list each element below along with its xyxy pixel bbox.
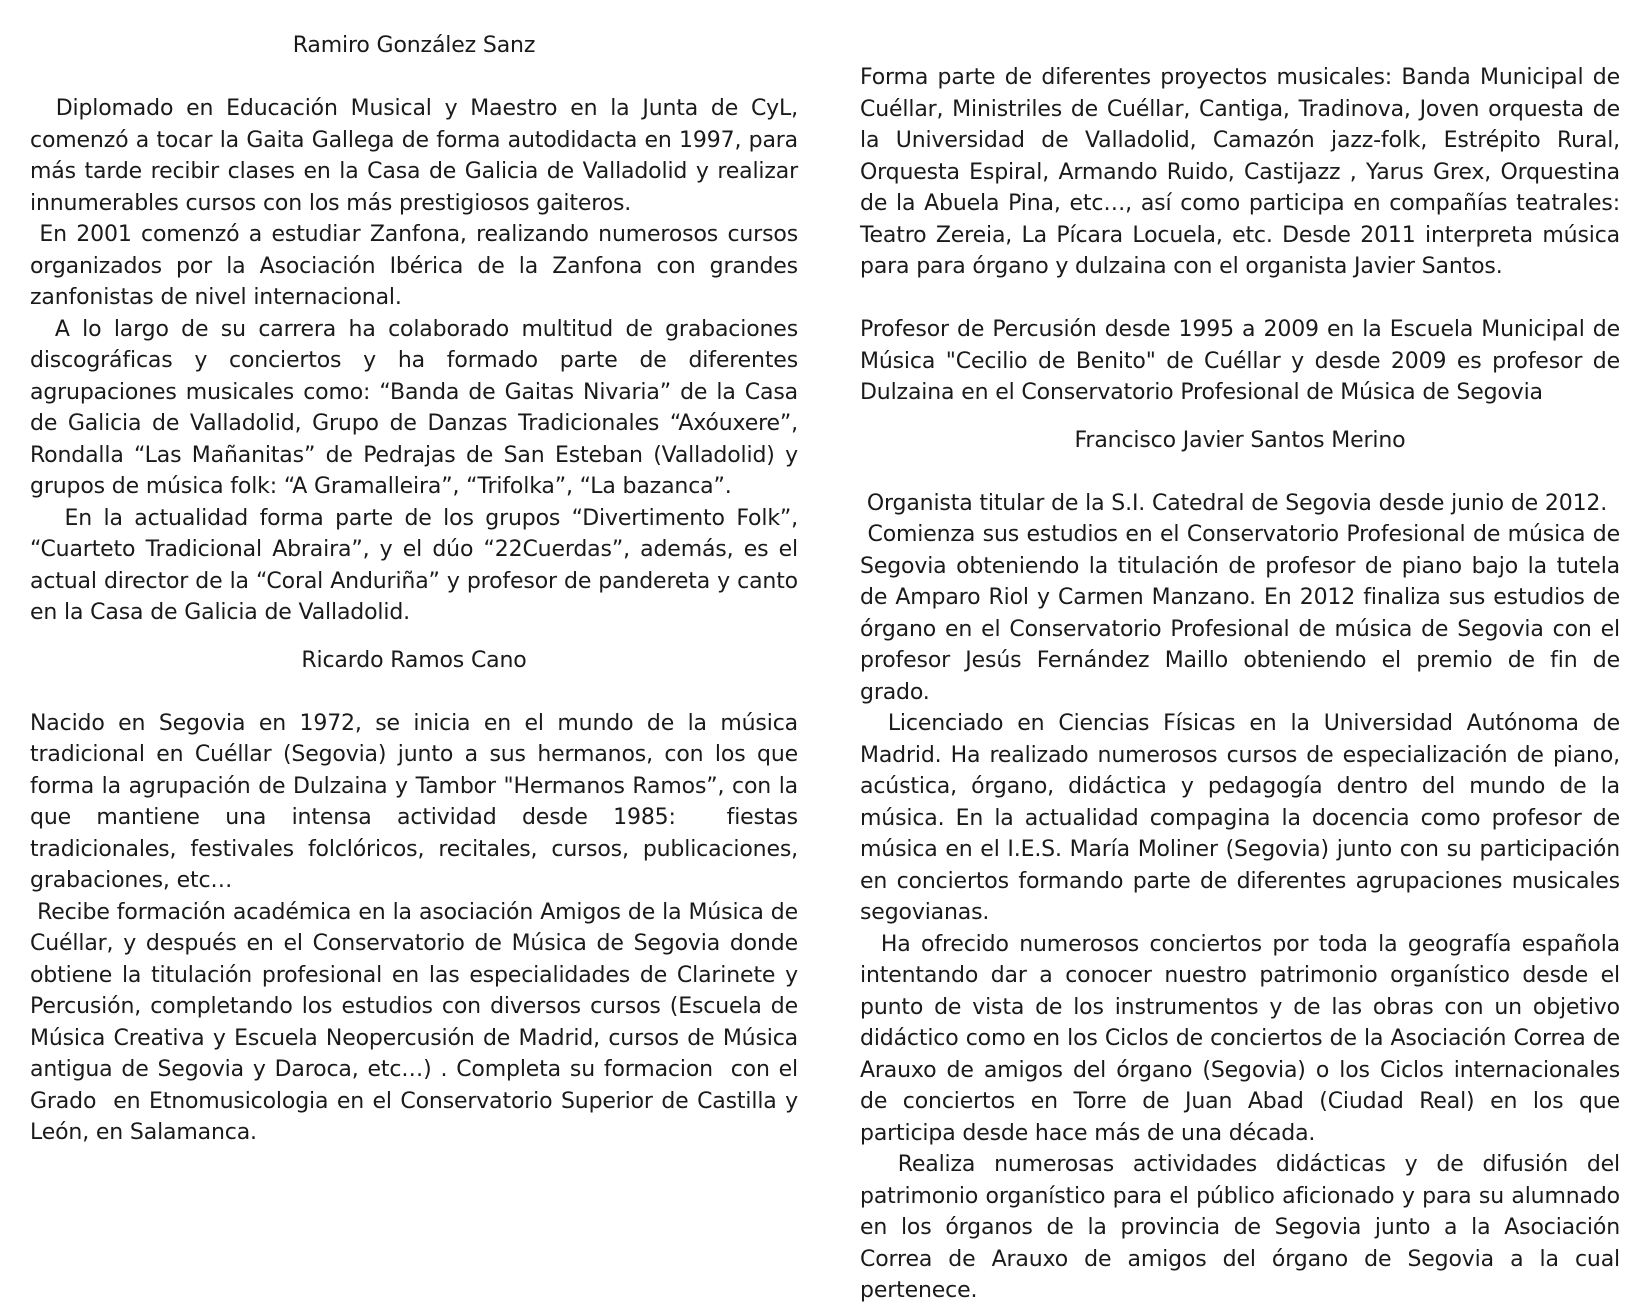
spacer — [860, 283, 1620, 315]
bio-ramiro-paragraph-3: A lo largo de su carrera ha colaborado multitud de grabaciones discográficas y conciertos y ha formado parte de diferentes agrupaciones musicales como: “Banda de Gaitas Nivaria” de la Casa de Galicia de Valladolid, Grupo de Danzas Tradicionales “Axóuxere”, Rondalla “Las Mañanitas” de Pedrajas de San Esteban (Valladolid) y grupos de música folk: “A Gramalleira”, “Trifolka”, “La bazanca”. — [30, 316, 805, 499]
bio-ramiro-paragraph-4: En la actualidad forma parte de los grupos “Divertimento Folk”, “Cuarteto Tradicional Abraira”, y el dúo “22Cuerdas”, además, es el actual director de la “Coral Anduriña” y profesor de pandereta y canto en la Casa de Galicia de Valladolid. — [30, 505, 805, 625]
bio-ramiro-paragraph-1: Diplomado en Educación Musical y Maestro en la Junta de CyL, comenzó a tocar la Gaita Gallega de forma autodidacta en 1997, para más tarde recibir clases en la Casa de Galicia de Valladolid y realizar innumerables cursos con los más prestigiosos gaiteros. — [30, 96, 805, 216]
left-column — [30, 30, 805, 1149]
bio-ricardo-paragraph-2: Recibe formación académica en la asociación Amigos de la Música de Cuéllar, y después en el Conservatorio de Música de Segovia donde obtiene la titulación profesional en las especialidades de Clarinete y Percusión, completando los estudios con diversos cursos (Escuela de Música Creativa y Escuela Neopercusión de Madrid, cursos de Música antigua de Segovia y Daroca, etc…) . Completa su formacion con el Grado en Etnomusicologia en el Conservatorio Superior de Castilla y León, en Salamanca. — [30, 899, 805, 1145]
bio-name-ramiro: Ramiro González Sanz — [292, 33, 536, 58]
bio-francisco-paragraph-2: Comienza sus estudios en el Conservatorio Profesional de música de Segovia obteniendo la titulación de profesor de piano bajo la tutela de Amparo Riol y Carmen Manzano. En 2012 finaliza sus estudios de órgano en el Conservatorio Profesional de música de Segovia con el profesor Jesús Fernández Maillo obteniendo el premio de fin de grado. — [860, 522, 1627, 705]
bio-francisco-paragraph-1: Organista titular de la S.I. Catedral de Segovia desde junio de 2012. — [860, 490, 1608, 516]
bio-francisco-paragraph-5: Realiza numerosas actividades didácticas y de difusión del patrimonio organístico para el público aficionado y para su alumnado en los órganos de la provincia de Segovia junto a la Asociación Correa de Arauxo de amigos del órgano de Segovia a la cual pertenece. — [860, 1152, 1627, 1303]
bio-name-ricardo: Ricardo Ramos Cano — [301, 647, 527, 673]
bio-ricardo-paragraph-3: Forma parte de diferentes proyectos musicales: Banda Municipal de Cuéllar, Ministriles de Cuéllar, Cantiga, Tradinova, Joven orquesta de la Universidad de Valladolid, Camazón jazz-folk, Estrépito Rural, Orquesta Espiral, Armando Ruido, Castijazz , Yarus Grex, Orquestina de la Abuela Pina, etc…, así como participa en compañías teatrales: Teatro Zereia, La Pícara Locuela, etc. Desde 2011 interpreta música para para órgano y dulzaina con el organista Javier Santos. — [860, 65, 1627, 279]
bio-name-francisco: Francisco Javier Santos Merino — [1074, 427, 1406, 453]
spacer — [30, 62, 798, 94]
bio-francisco-paragraph-4: Ha ofrecido numerosos conciertos por toda la geografía española intentando dar a conocer nuestro patrimonio organístico desde el punto de vista de los instrumentos y de las obras con un objetivo didáctico como en los Ciclos de conciertos de la Asociación Correa de Arauxo de amigos del órgano (Segovia) o los Ciclos internacionales de conciertos en Torre de Juan Abad (Ciudad Real) en los que participa desde hace más de una década. — [860, 931, 1627, 1146]
bio-ricardo-paragraph-1: Nacido en Segovia en 1972, se inicia en el mundo de la música tradicional en Cuéllar (Segovia) junto a sus hermanos, con los que forma la agrupación de Dulzaina y Tambor "Hermanos Ramos”, con la que mantiene una intensa actividad desde 1985: fiestas tradicionales, festivales folclóricos, recitales, cursos, publicaciones, grabaciones, etc… — [30, 710, 805, 893]
spacer — [30, 676, 798, 708]
bio-francisco-paragraph-3: Licenciado en Ciencias Físicas en la Universidad Autónoma de Madrid. Ha realizado numerosos cursos de especialización de piano, acústica, órgano, didáctica y pedagogía dentro del mundo de la música. En la actualidad compagina la docencia como profesor de música en el I.E.S. María Moliner (Segovia) junto con su participación en conciertos formando parte de diferentes agrupaciones musicales segovianas. — [860, 711, 1627, 925]
right-column — [860, 62, 1627, 1307]
bio-ramiro-paragraph-2: En 2001 comenzó a estudiar Zanfona, realizando numerosos cursos organizados por la Asociación Ibérica de la Zanfona con grandes zanfonistas de nivel internacional. — [30, 222, 805, 310]
bio-ricardo-paragraph-4: Profesor de Percusión desde 1995 a 2009 en la Escuela Municipal de Música "Cecilio de Benito" de Cuéllar y desde 2009 es profesor de Dulzaina en el Conservatorio Profesional de Música de Segovia — [860, 317, 1627, 405]
spacer — [860, 456, 1620, 488]
